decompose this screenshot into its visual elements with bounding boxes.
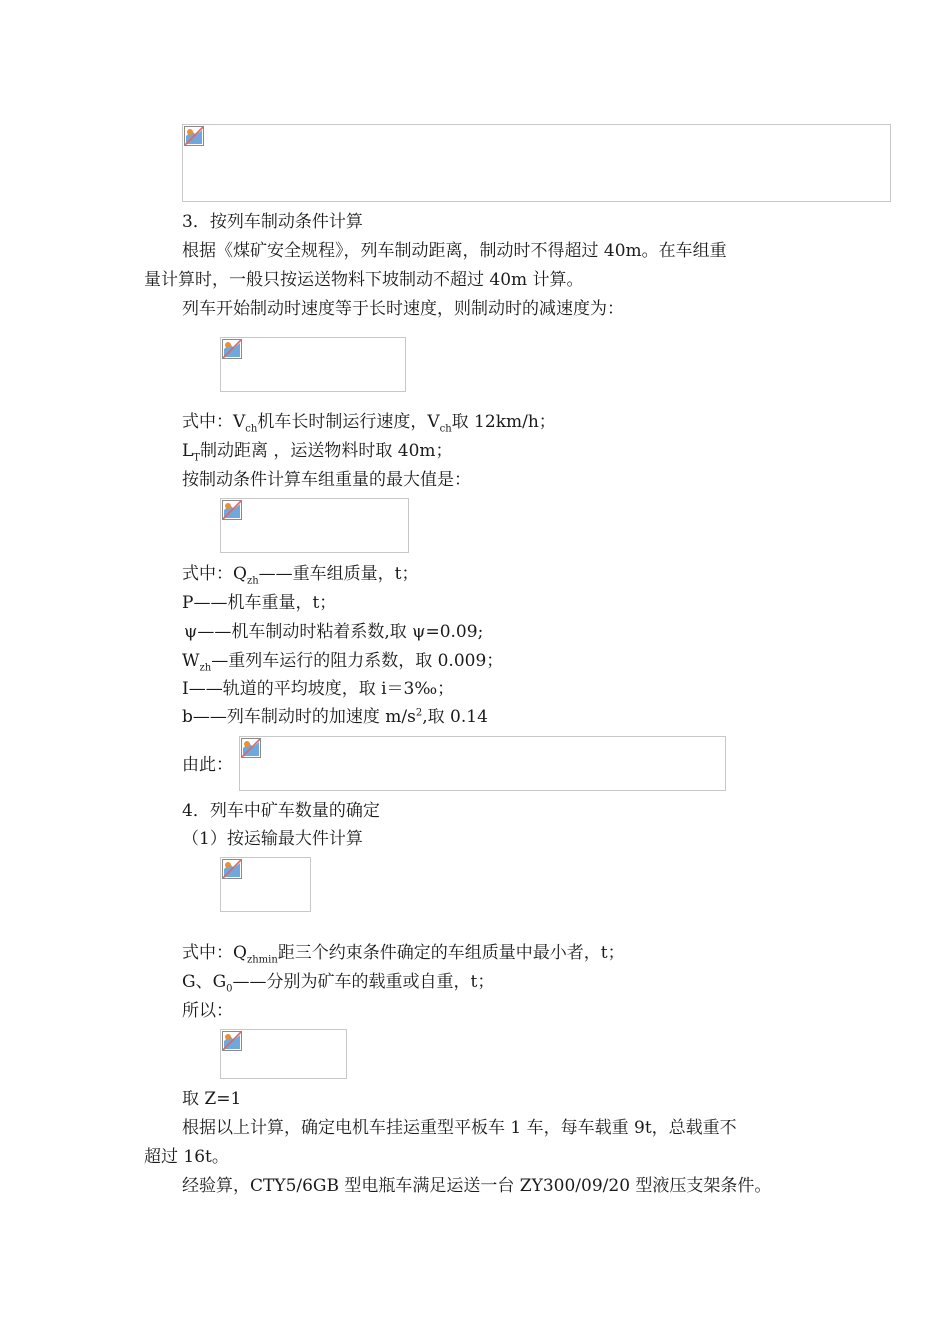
formula-image-z [220,1029,347,1079]
broken-image-icon [222,859,242,879]
formula-image-max-item [220,857,311,912]
subscript: ch [245,423,258,435]
text: G、G [182,972,227,992]
section4-paragraph1-line2: 超过 16t。 [144,1147,229,1167]
where-qzhmin [182,942,625,964]
where-i: I——轨道的平均坡度，取 i＝3‰； [182,679,455,699]
section4-heading: 4．列车中矿车数量的确定 [182,801,380,821]
section4-paragraph1-line1: 根据以上计算，确定电机车挂运重型平板车 1 车，每车载重 9t，总载重不 [182,1118,737,1138]
where-vch [182,411,556,433]
subscript: zh [246,575,259,587]
text: 取 12km/h； [451,412,556,432]
hence-label: 由此： [182,755,233,775]
where-qzh [182,563,419,585]
broken-image-icon [222,500,242,520]
text: ,取 0.14 [422,707,488,727]
text: 制动距离 ，运送物料时取 40m； [199,441,453,461]
text: 距三个约束条件确定的车组质量中最小者，t； [277,943,625,963]
section3-paragraph3: 按制动条件计算车组重量的最大值是： [182,470,471,490]
subscript: zh [199,662,212,674]
section3-heading: 3．按列车制动条件计算 [182,212,363,232]
where-psi: ψ——机车制动时粘着系数,取 ψ=0.09; [184,622,484,642]
formula-image-result [239,736,726,791]
text: ——分别为矿车的载重或自重，t； [232,972,495,992]
subscript: zhmin [246,954,278,966]
subscript: T [193,452,200,464]
where-lt [182,440,453,462]
where-g [182,971,494,993]
broken-image-icon [222,339,242,359]
text: b——列车制动时的加速度 m/s [182,707,416,727]
text: 式中：V [182,412,246,432]
formula-image-deceleration [220,337,406,392]
broken-image-icon [184,126,204,146]
broken-image-icon [222,1031,242,1051]
formula-image-1 [182,124,891,202]
where-wzh [182,650,503,672]
so-label: 所以： [182,1001,233,1021]
section4-subheading: （1）按运输最大件计算 [182,829,363,849]
take-z: 取 Z=1 [182,1089,242,1109]
text: 式中：Q [182,564,247,584]
subscript: ch [439,423,452,435]
superscript: 2 [415,707,423,719]
section3-paragraph1-line1: 根据《煤矿安全规程》，列车制动距离，制动时不得超过 40m。在车组重 [182,241,727,261]
formula-image-max-weight [220,498,409,553]
subscript: 0 [226,983,233,995]
section4-paragraph2: 经验算，CTY5/6GB 型电瓶车满足运送一台 ZY300/09/20 型液压支架条件。 [182,1176,772,1196]
text: 式中：Q [182,943,247,963]
text: L [182,441,194,461]
section3-paragraph2: 列车开始制动时速度等于长时速度，则制动时的减速度为： [182,299,624,319]
text: W [182,651,200,671]
text: —重列车运行的阻力系数，取 0.009； [211,651,504,671]
text: ——重车组质量，t； [258,564,419,584]
where-p: P——机车重量，t； [182,593,337,613]
where-b [182,706,488,728]
text: 机车长时制运行速度，V [257,412,440,432]
broken-image-icon [241,738,261,758]
section3-paragraph1-line2: 量计算时，一般只按运送物料下坡制动不超过 40m 计算。 [144,270,584,290]
